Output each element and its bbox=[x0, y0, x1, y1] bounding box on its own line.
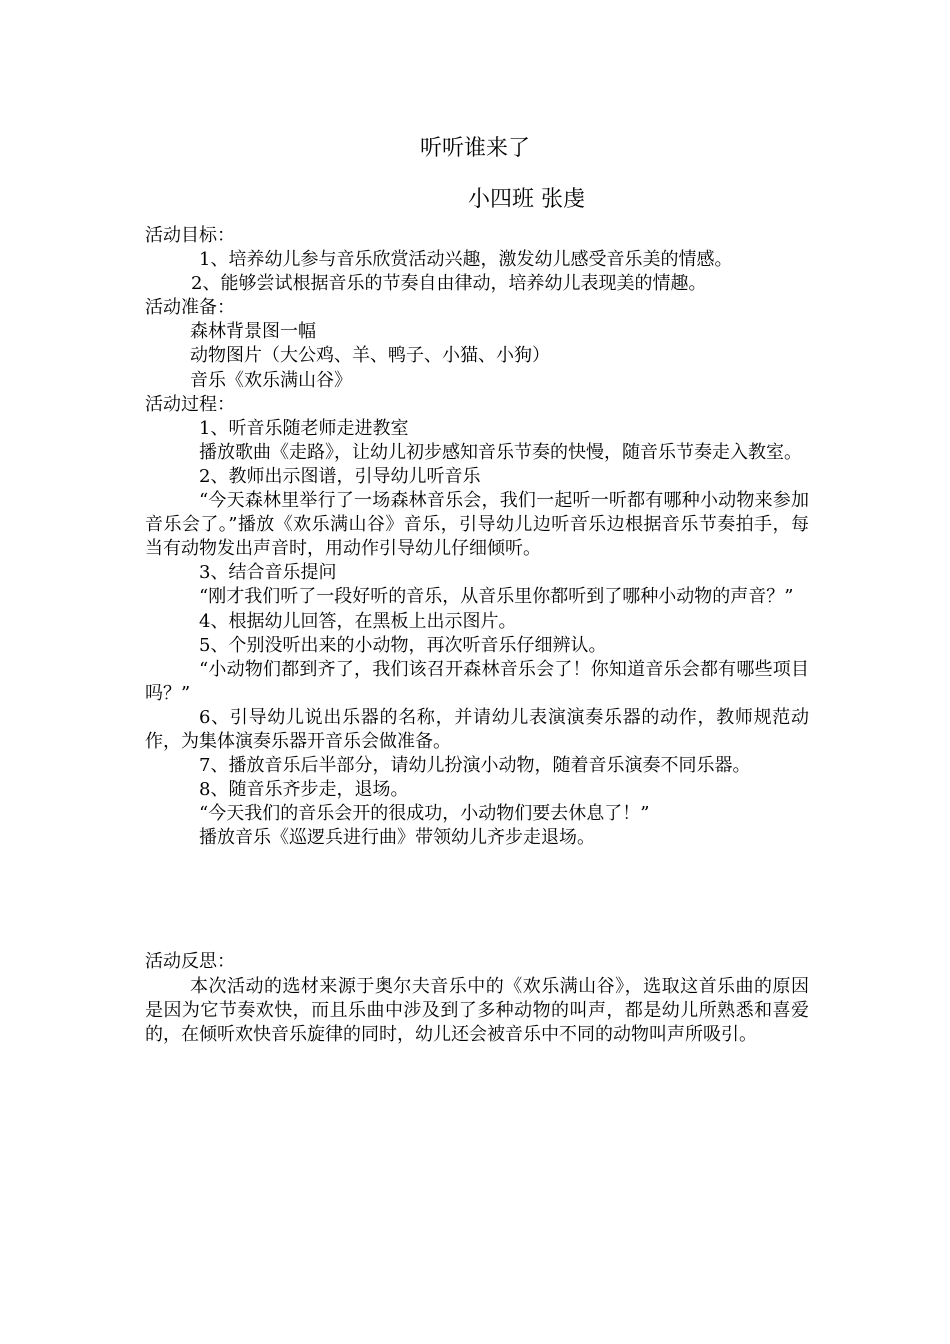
process-step-6: 6、引导幼儿说出乐器的名称，并请幼儿表演演奏乐器的动作，教师规范动作，为集体演奏乐器开音乐会做准备。 bbox=[145, 706, 809, 752]
process-step-7: 7、播放音乐后半部分，请幼儿扮演小动物，随着音乐演奏不同乐器。 bbox=[199, 755, 751, 777]
reflection-text: 本次活动的选材来源于奥尔夫音乐中的《欢乐满山谷》，选取这首乐曲的原因是因为它节奏欢快，而且乐曲中涉及到了多种动物的叫声，都是幼儿所熟悉和喜爱的，在倾听欢快音乐旋律的同时，幼儿还会被音乐中不同的动物叫声所吸引。 bbox=[145, 975, 809, 1045]
process-detail-1: 播放歌曲《走路》，让幼儿初步感知音乐节奏的快慢，随音乐节奏走入教室。 bbox=[199, 441, 802, 463]
author-name: 小四班 张虔 bbox=[468, 187, 585, 212]
process-step-2: 2、教师出示图谱，引导幼儿听音乐 bbox=[199, 465, 481, 487]
process-heading: 活动过程： bbox=[145, 393, 235, 415]
preparation-item-1: 森林背景图一幅 bbox=[190, 321, 316, 343]
process-detail-2: “今天森林里举行了一场森林音乐会，我们一起听一听都有哪种小动物来参加音乐会了。”播放《欢乐满山谷》音乐，引导幼儿边听音乐边根据音乐节奏拍手，每当有动物发出声音时，用动作引导幼儿仔细倾听。 bbox=[145, 490, 809, 560]
process-detail-8a: “今天我们的音乐会开的很成功，小动物们要去休息了！” bbox=[199, 803, 650, 825]
goal-item-2: 2、能够尝试根据音乐的节奏自由律动，培养幼儿表现美的情趣。 bbox=[191, 273, 707, 295]
preparation-item-2: 动物图片（大公鸡、羊、鸭子、小猫、小狗） bbox=[190, 345, 550, 367]
process-step-4: 4、根据幼儿回答，在黑板上出示图片。 bbox=[199, 610, 517, 632]
preparation-heading: 活动准备： bbox=[145, 297, 235, 319]
goals-heading: 活动目标： bbox=[145, 225, 235, 246]
reflection-heading: 活动反思： bbox=[145, 951, 235, 973]
process-detail-8b: 播放音乐《巡逻兵进行曲》带领幼儿齐步走退场。 bbox=[199, 827, 595, 849]
process-step-1: 1、听音乐随老师走进教室 bbox=[199, 417, 409, 439]
process-detail-5: “小动物们都到齐了，我们该召开森林音乐会了！你知道音乐会都有哪些项目吗？” bbox=[145, 658, 809, 704]
document-title: 听听谁来了 bbox=[419, 136, 530, 161]
document-body bbox=[145, 224, 809, 1047]
process-step-3: 3、结合音乐提问 bbox=[199, 562, 337, 584]
goal-item-1: 1、培养幼儿参与音乐欣赏活动兴趣，激发幼儿感受音乐美的情感。 bbox=[199, 249, 733, 271]
preparation-item-3: 音乐《欢乐满山谷》 bbox=[190, 369, 352, 391]
process-step-8: 8、随音乐齐步走，退场。 bbox=[199, 779, 409, 801]
section-spacer bbox=[145, 850, 809, 950]
process-detail-3: “刚才我们听了一段好听的音乐，从音乐里你都听到了哪种小动物的声音？” bbox=[199, 586, 794, 608]
process-step-5: 5、个别没听出来的小动物，再次听音乐仔细辨认。 bbox=[199, 634, 607, 656]
